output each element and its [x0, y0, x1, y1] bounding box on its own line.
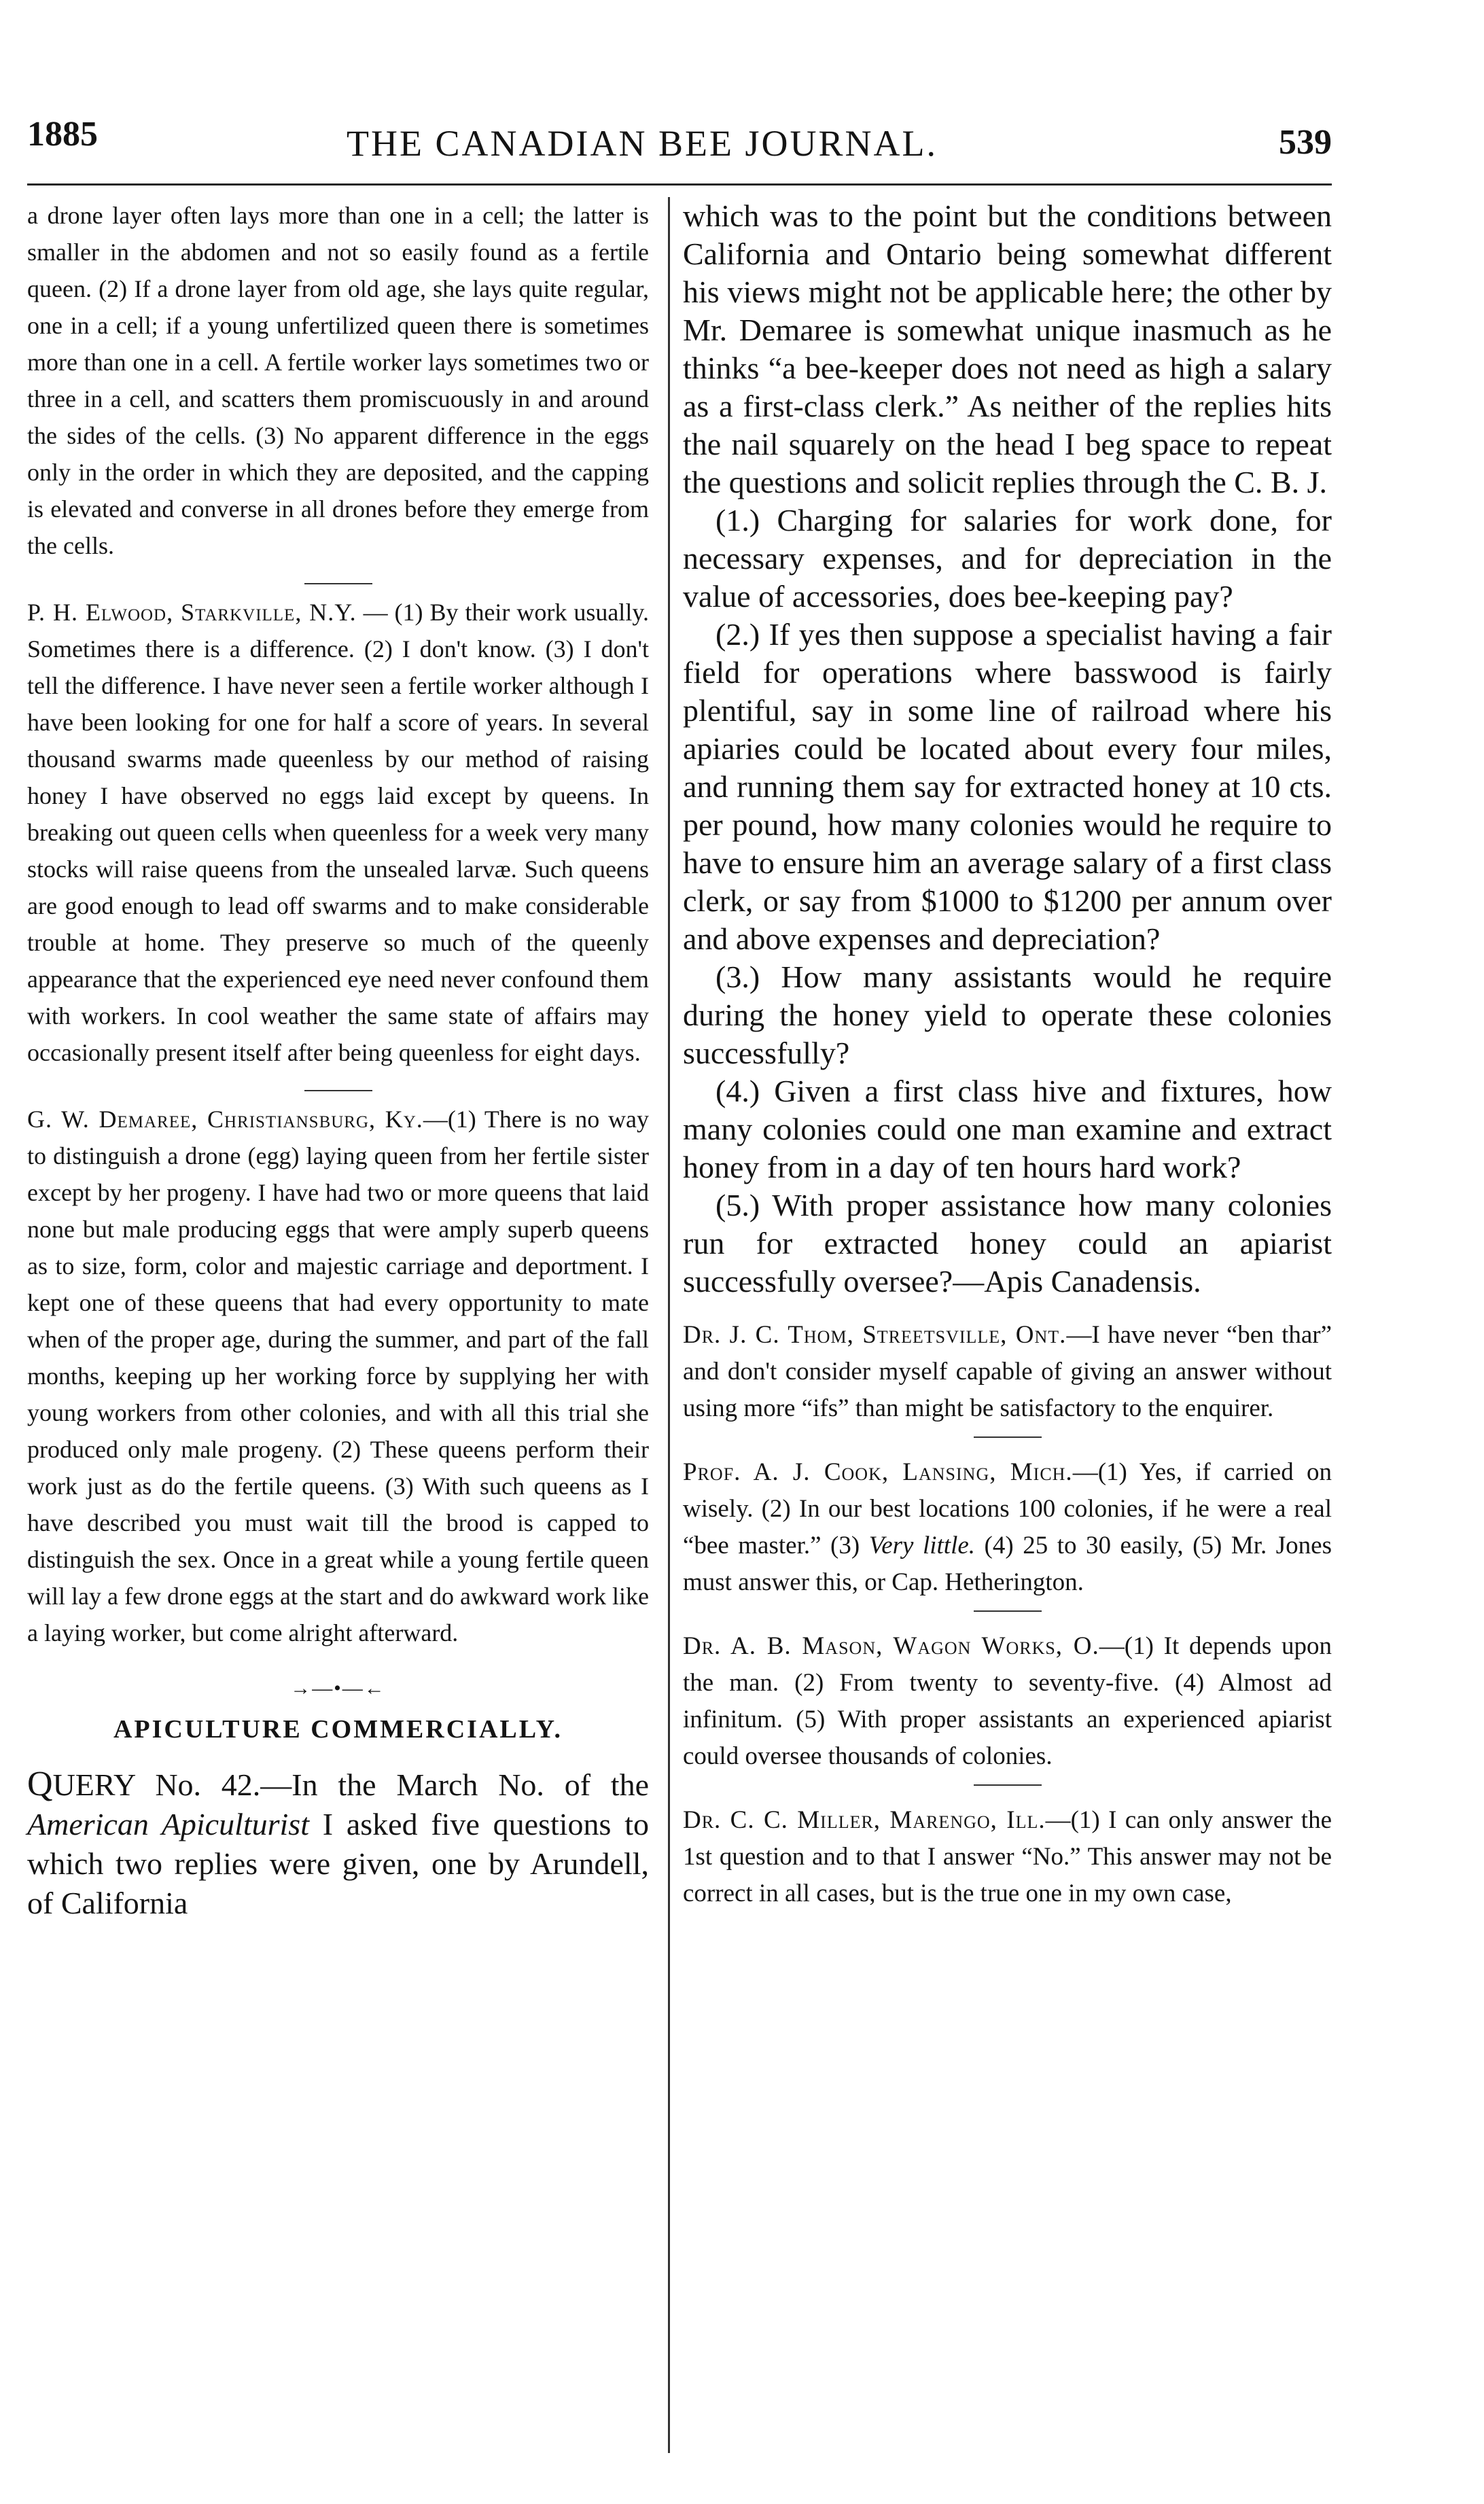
thom-reply — [683, 1317, 1332, 1427]
miller-reply — [683, 1802, 1332, 1912]
question-5: (5.) With proper assistance how many colonies run for extracted honey could an apiarist successfully oversee?—Apis Canadensis. — [683, 1188, 1332, 1299]
query-paragraph — [27, 1765, 649, 1923]
right-column — [683, 197, 1332, 1912]
mason-text: —(1) It depends upon the man. (2) From twenty to seventy-five. (4) Almost ad infinitum. (5) With proper assistants an experienced apiarist could oversee thousands of colonies. — [683, 1632, 1332, 1770]
separator — [974, 1610, 1042, 1612]
miller-text: —(1) I can only answer the 1st question and to that I answer “No.” This answer may not be correct in all cases, but is the true one in my own case, — [683, 1806, 1332, 1907]
header-year: 1885 — [27, 115, 98, 154]
mason-name: Dr. A. B. Mason, Wagon Works, O. — [683, 1632, 1099, 1660]
thom-text: —I have never “ben thar” and don't consider myself capable of giving an answer without using more “ifs” than might be satisfactory to the enquirer. — [683, 1321, 1332, 1422]
mason-reply — [683, 1628, 1332, 1775]
demaree-text: —(1) There is no way to distinguish a drone (egg) laying queen from her fertile sister except by her progeny. I have had two or more queens that laid none but male producing eggs that were amply superb queens as to size, form, color and majestic carriage and deportment. I kept one of these queens that had every opportunity to mate when of the proper age, during the summer, and part of the fall months, keeping up her working force by supplying her with young workers from other colonies, and with all this trial she produced only male progeny. (2) These queens perform their work just as do the fertile queens. (3) With such queens as I have described you must wait till the brood is capped to distinguish the sex. Once in a great while a young fertile queen will lay a few drone eggs at the start and do awkward work like a laying worker, but come alright afterward. — [27, 1106, 649, 1646]
page-number: 539 — [1279, 123, 1332, 162]
section-title: APICULTURE COMMERCIALLY. — [113, 1715, 563, 1744]
section-ornament: →—•—← — [290, 1677, 386, 1699]
elwood-reply — [27, 594, 649, 1071]
query-text-b: I asked five questions to which two replies were given, one by Arundell, of California — [27, 1807, 649, 1920]
question-4: (4.) Given a first class hive and fixtures, how many colonies could one man examine and extract honey from in a day of ten hours hard work? — [683, 1074, 1332, 1184]
query-journal-name: American Apiculturist — [27, 1807, 309, 1841]
thom-name: Dr. J. C. Thom, Streetsville, Ont. — [683, 1321, 1067, 1349]
cook-name: Prof. A. J. Cook, Lansing, Mich. — [683, 1458, 1073, 1486]
cook-reply — [683, 1454, 1332, 1601]
elwood-name: P. H. Elwood, Starkville, N.Y. — [27, 599, 357, 626]
separator — [974, 1784, 1042, 1786]
demaree-reply — [27, 1101, 649, 1651]
page-header — [27, 114, 1332, 175]
elwood-text: — (1) By their work usually. Sometimes there is a difference. (2) I don't know. (3) I don't tell the difference. I have never seen a fertile worker although I have been looking for one for half a score of years. In several thousand swarms made queenless by our method of raising honey I have observed no eggs laid except by queens. In breaking out queen cells when queenless for a week very many stocks will raise queens from the unsealed larvæ. Such queens are good enough to lead off swarms and to make considerable trouble at home. They preserve so much of the queenly appearance that the experienced eye need never confound them with workers. In cool weather the same state of affairs may occasionally present itself after being queenless for eight days. — [27, 599, 649, 1066]
right-paragraph-1: which was to the point but the conditions between California and Ontario being somewhat different his views might not be applicable here; the other by Mr. Demaree is somewhat unique inasmuch as he thinks “a bee-keeper does not need as high a salary as a first-class clerk.” As neither of the replies hits the nail squarely on the head I beg space to repeat the questions and solicit replies through the C. B. J. — [683, 198, 1332, 499]
question-3: (3.) How many assistants would he require during the honey yield to operate these colonies successfully? — [683, 959, 1332, 1070]
cook-text-b: (4) 25 to 30 easily, (5) Mr. Jones must answer this, or Cap. Hetherington. — [683, 1532, 1332, 1596]
left-column — [27, 197, 649, 1942]
query-text-a: UERY No. 42.—In the March No. of the — [52, 1767, 649, 1802]
left-paragraph-1: a drone layer often lays more than one in a cell; the latter is smaller in the abdomen and not so easily found as a fertile queen. (2) If a drone layer from old age, she lays quite regular, one in a cell; if a young unfertilized queen there is sometimes more than one in a cell. A fertile worker lays sometimes two or three in a cell, and scatters them promiscuously in and around the sides of the cells. (3) No apparent difference in the eggs only in the order in which they are deposited, and the capping is elevated and converse in all drones before they emerge from the cells. — [27, 202, 649, 559]
question-2: (2.) If yes then suppose a specialist having a fair field for operations where basswood is fairly plentiful, say in some line of railroad where his apiaries could be located about every four miles, and running them say for extracted honey at 10 cts. per pound, how many colonies would he require to have to ensure him an average salary of a first class clerk, or say from $1000 to $1200 per annum over and above expenses and depreciation? — [683, 617, 1332, 956]
miller-name: Dr. C. C. Miller, Marengo, Ill. — [683, 1806, 1046, 1834]
separator — [974, 1436, 1042, 1438]
demaree-name: G. W. Demaree, Christiansburg, Ky. — [27, 1106, 423, 1133]
cook-text-a: —(1) Yes, if carried on wisely. (2) In our best locations 100 colonies, if he were a real “bee master.” (3) — [683, 1458, 1332, 1559]
header-rule — [27, 183, 1332, 186]
separator — [304, 583, 372, 584]
question-1: (1.) Charging for salaries for work done, for necessary expenses, and for depreciation in the value of accessories, does bee-keeping pay? — [683, 503, 1332, 614]
journal-title: THE CANADIAN BEE JOURNAL. — [347, 123, 938, 164]
drop-cap: Q — [27, 1765, 53, 1803]
cook-italic: Very little. — [868, 1532, 976, 1559]
column-divider — [668, 197, 670, 2453]
separator — [304, 1090, 372, 1091]
